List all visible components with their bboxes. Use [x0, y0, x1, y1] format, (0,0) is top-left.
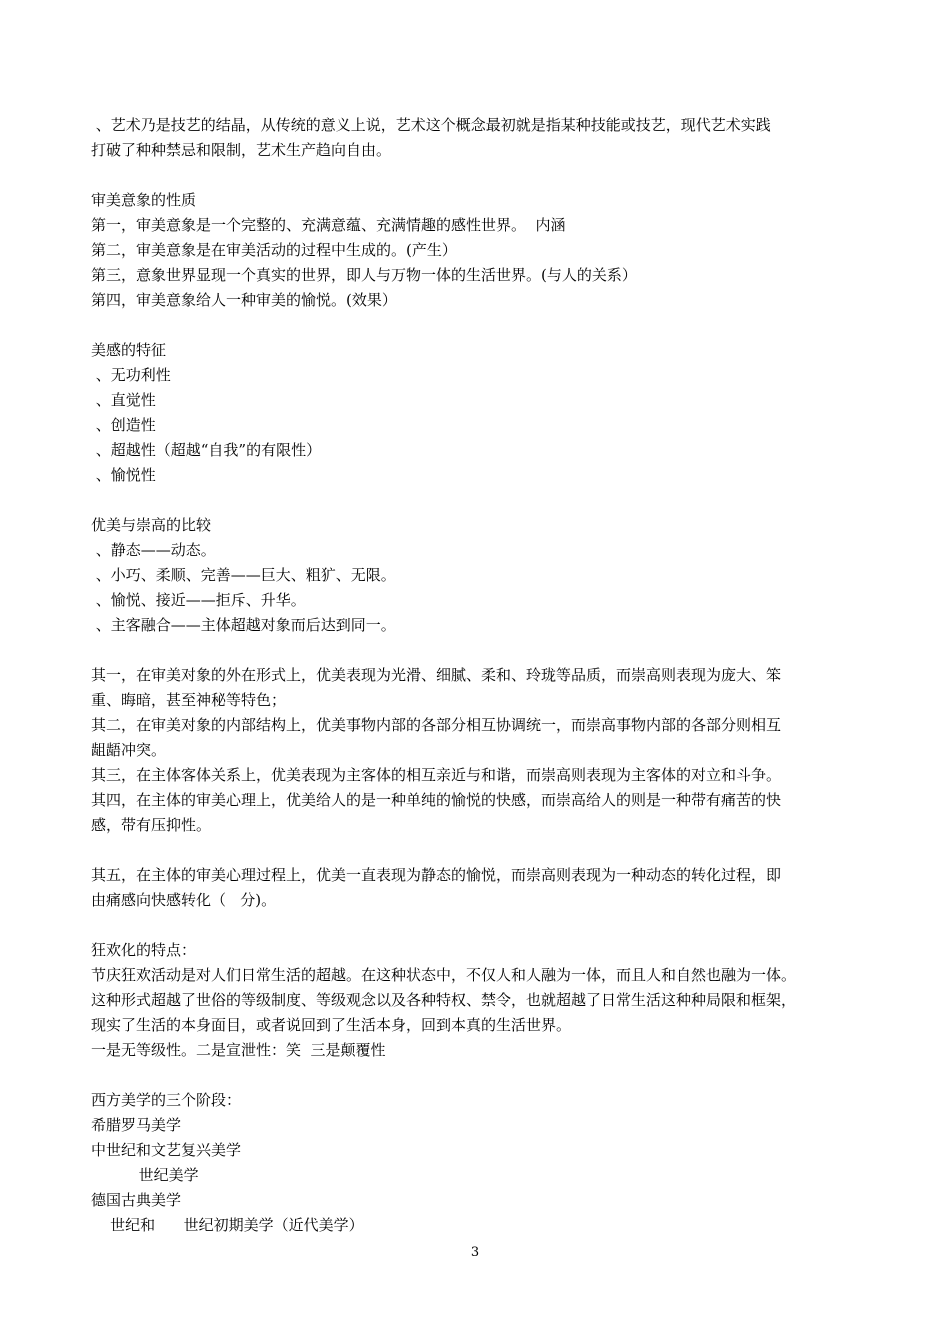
list-item: 、创造性 [91, 416, 156, 434]
text-line: 一是无等级性。二是宣泄性：笑 三是颠覆性 [91, 1041, 386, 1059]
paragraph-gap [91, 838, 866, 863]
text-line: 第二，审美意象是在审美活动的过程中生成的。(产生） [91, 241, 457, 259]
text-line: 其五，在主体的审美心理过程上，优美一直表现为静态的愉悦，而崇高则表现为一种动态的转化过程，即 [91, 866, 782, 884]
text-line: 现实了生活的本身面目，或者说回到了生活本身，回到本真的生活世界。 [91, 1016, 572, 1034]
text-line: 打破了种种禁忌和限制，艺术生产趋向自由。 [91, 141, 392, 159]
list-item: 、小巧、柔顺、完善——巨大、粗犷、无限。 [91, 566, 396, 584]
text-line: 节庆狂欢活动是对人们日常生活的超越。在这种状态中，不仅人和人融为一体，而且人和自然也融为一体。 [91, 966, 797, 984]
section-heading: 审美意象的性质 [91, 191, 197, 209]
list-item: 、直觉性 [91, 391, 156, 409]
text-line: 重、晦暗，甚至神秘等特色； [91, 691, 287, 709]
list-item: 、超越性（超越“自我”的有限性） [91, 441, 322, 459]
list-item: 世纪和 世纪初期美学（近代美学） [91, 1216, 364, 1234]
list-item: 、静态——动态。 [91, 541, 216, 559]
paragraph-gap [91, 638, 866, 663]
text-line: 其四，在主体的审美心理上，优美给人的是一种单纯的愉悦的快感，而崇高给人的则是一种带有痛苦的快 [91, 791, 782, 809]
text-line: 第四，审美意象给人一种审美的愉悦。(效果） [91, 291, 397, 309]
text-line: 其二，在审美对象的内部结构上，优美事物内部的各部分相互协调统一，而崇高事物内部的各部分则相互 [91, 716, 782, 734]
text-line: 第三，意象世界显现一个真实的世界，即人与万物一体的生活世界。(与人的关系） [91, 266, 637, 284]
paragraph-gap [91, 163, 866, 188]
paragraph-art-skill [91, 113, 866, 163]
section-heading: 优美与崇高的比较 [91, 516, 212, 534]
page-number: 3 [470, 1245, 480, 1260]
text-line: 由痛感向快感转化（ 分)。 [91, 891, 277, 909]
list-item: 德国古典美学 [91, 1191, 182, 1209]
list-item: 、愉悦、接近——拒斥、升华。 [91, 591, 306, 609]
document-body [91, 113, 866, 1238]
text-line: 龃龉冲突。 [91, 741, 167, 759]
list-item: 世纪美学 [91, 1166, 199, 1184]
list-item: 、愉悦性 [91, 466, 156, 484]
text-line: 这种形式超越了世俗的等级制度、等级观念以及各种特权、禁令，也就超越了日常生活这种种局限和框架， [91, 991, 797, 1009]
paragraph-gap [91, 913, 866, 938]
section-western-aesthetics-stages [91, 1088, 866, 1238]
section-heading: 西方美学的三个阶段： [91, 1091, 242, 1109]
text-line: 其一，在审美对象的外在形式上，优美表现为光滑、细腻、柔和、玲珑等品质，而崇高则表现为庞大、笨 [91, 666, 782, 684]
section-beauty-sublime-comparison [91, 513, 866, 638]
text-line: 第一，审美意象是一个完整的、充满意蕴、充满情趣的感性世界。 内涵 [91, 216, 566, 234]
text-line: 感，带有压抑性。 [91, 816, 212, 834]
text-line: 其三，在主体客体关系上，优美表现为主客体的相互亲近与和谐，而崇高则表现为主客体的对立和斗争。 [91, 766, 782, 784]
text-line: 、艺术乃是技艺的结晶，从传统的意义上说，艺术这个概念最初就是指某种技能或技艺，现代艺术实践 [91, 116, 771, 134]
list-item: 希腊罗马美学 [91, 1116, 182, 1134]
paragraph-comparison-details [91, 663, 866, 838]
section-heading: 美感的特征 [91, 341, 167, 359]
list-item: 中世纪和文艺复兴美学 [91, 1141, 242, 1159]
paragraph-gap [91, 1063, 866, 1088]
paragraph-gap [91, 313, 866, 338]
list-item: 、主客融合——主体超越对象而后达到同一。 [91, 616, 396, 634]
paragraph-gap [91, 488, 866, 513]
section-aesthetic-feeling-features [91, 338, 866, 488]
section-carnival-features [91, 938, 866, 1063]
list-item: 、无功利性 [91, 366, 171, 384]
section-heading: 狂欢化的特点： [91, 941, 197, 959]
paragraph-fifth-point [91, 863, 866, 913]
section-aesthetic-image-nature [91, 188, 866, 313]
